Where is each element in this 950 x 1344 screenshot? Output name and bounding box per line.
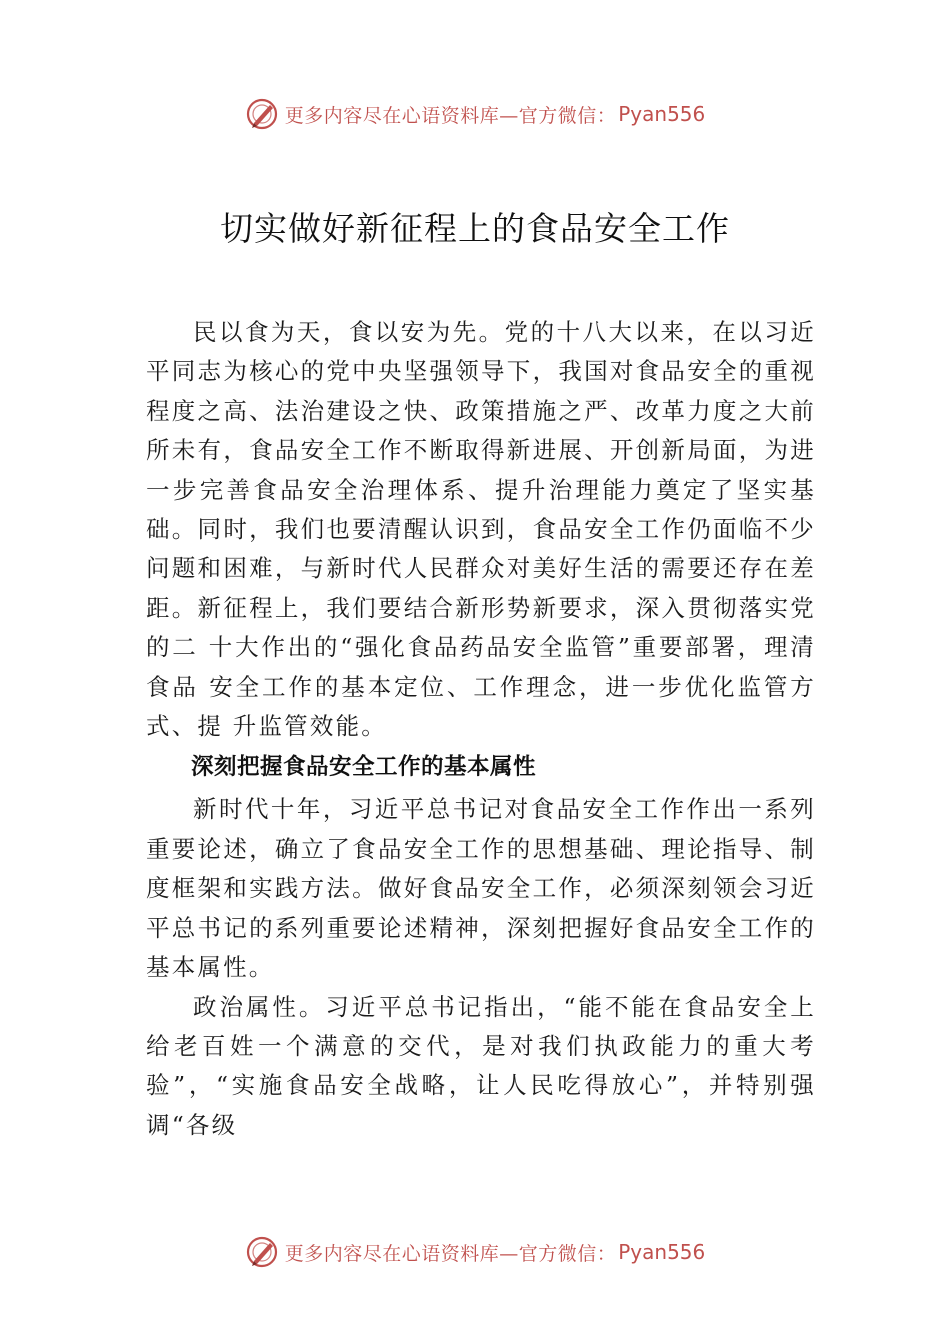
watermark-wechat-id: Pyan556: [618, 102, 706, 126]
watermark-text: 更多内容尽在心语资料库—官方微信：: [284, 104, 617, 127]
paragraph-basic-attributes: 新时代十年，习近平总书记对食品安全工作作出一系列重要论述，确立了食品安全工作的思想基础、理论指导、制度框架和实践方法。做好食品安全工作，必须深刻领会习近平总书记的系列重要论述精神，深刻把握好食品安全工作的基本属性。: [146, 795, 816, 982]
watermark-text: 更多内容尽在心语资料库—官方微信：: [284, 1242, 617, 1265]
header-watermark: [0, 94, 950, 134]
document-title: 切实做好新征程上的食品安全工作: [220, 209, 730, 248]
paragraph-intro: 民以食为天，食以安为先。党的十八大以来，在以习近平同志为核心的党中央坚强领导下，我国对食品安全的重视程度之高、法治建设之快、政策措施之严、改革力度之大前所未有，食品安全工作不断取得新进展、开创新局面，为进一步完善食品安全治理体系、提升治理能力奠定了坚实基础。同时，我们也要清醒认识到，食品安全工作仍面临不少问题和困难，与新时代人民群众对美好生活的需要还存在差距。新征程上，我们要结合新形势新要求，深入贯彻落实党的二 十大作出的“强化食品药品安全监管”重要部署，理清食品 安全工作的基本定位、工作理念，进一步优化监管方式、提 升监管效能。: [146, 318, 816, 741]
document-body: [146, 313, 816, 1145]
pen-seal-logo-icon: [245, 1235, 279, 1269]
section-heading: 深刻把握食品安全工作的基本属性: [191, 754, 537, 781]
pen-seal-logo-icon: [245, 97, 279, 131]
paragraph-political-attribute: 政治属性。习近平总书记指出，“能不能在食品安全上给老百姓一个满意的交代，是对我们执政能力的重大考验”，“实施食品安全战略，让人民吃得放心”，并特别强调“各级: [146, 992, 816, 1139]
watermark-wechat-id: Pyan556: [618, 1240, 706, 1264]
footer-watermark: [0, 1232, 950, 1272]
